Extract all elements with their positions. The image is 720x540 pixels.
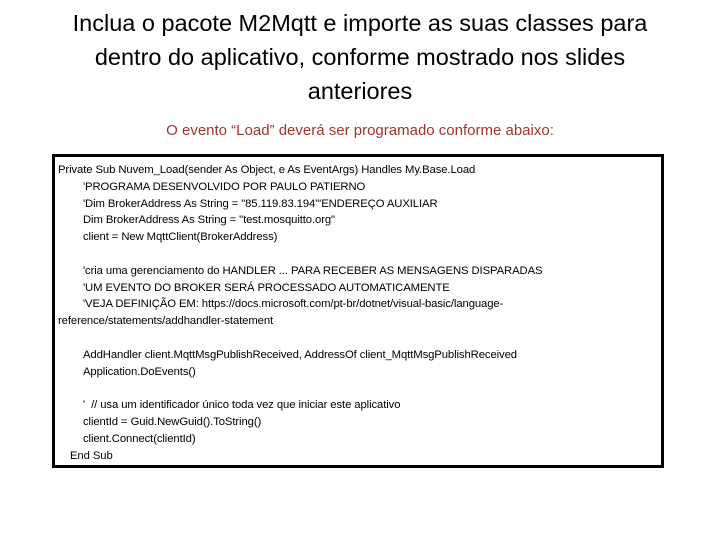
slide-title-line-1: Inclua o pacote M2Mqtt e importe as suas classes para xyxy=(72,10,648,36)
code-line-comment-broker-event: 'UM EVENTO DO BROKER SERÁ PROCESSADO AUTOMATICAMENTE xyxy=(83,281,450,294)
code-blank-line xyxy=(58,380,658,397)
code-line-comment-author: 'PROGRAMA DESENVOLVIDO POR PAULO PATIERNO xyxy=(83,180,366,193)
code-lines xyxy=(58,162,658,464)
code-line-sub-declaration: Private Sub Nuvem_Load(sender As Object, e As EventArgs) Handles My.Base.Load xyxy=(58,164,476,176)
code-line-add-handler: AddHandler client.MqttMsgPublishReceived, AddressOf client_MqttMsgPublishReceived xyxy=(83,348,517,361)
code-line-broker-address: Dim BrokerAddress As String = "test.mosquitto.org" xyxy=(83,214,335,227)
slide-title xyxy=(20,6,700,108)
code-line-comment-definition-url: 'VEJA DEFINIÇÃO EM: https://docs.microsoft.com/pt-br/dotnet/visual-basic/language- xyxy=(83,298,504,311)
code-line-comment-handler: 'cria uma gerenciamento do HANDLER ... PARA RECEBER AS MENSAGENS DISPARADAS xyxy=(83,264,543,277)
code-blank-line xyxy=(58,246,658,263)
code-line-comment-url-continuation: reference/statements/addhandler-statement xyxy=(58,315,274,328)
code-line-comment-aux-address: 'Dim BrokerAddress As String = "85.119.83.194"'ENDEREÇO AUXILIAR xyxy=(83,197,438,210)
code-line-client-connect: client.Connect(clientId) xyxy=(83,432,196,445)
code-line-comment-identifier: ' // usa um identificador único toda vez que iniciar este aplicativo xyxy=(83,399,401,412)
code-line-do-events: Application.DoEvents() xyxy=(83,365,196,378)
code-blank-line xyxy=(58,330,658,347)
code-line-new-client: client = New MqttClient(BrokerAddress) xyxy=(83,231,278,244)
code-line-end-sub: End Sub xyxy=(70,449,113,462)
code-block xyxy=(52,154,664,468)
code-line-client-id: clientId = Guid.NewGuid().ToString() xyxy=(83,415,262,428)
slide-title-line-2: dentro do aplicativo, conforme mostrado nos slides xyxy=(94,44,626,70)
slide-subtitle: O evento “Load” deverá ser programado conforme abaixo: xyxy=(166,122,554,139)
slide-title-line-3: anteriores xyxy=(307,78,413,104)
